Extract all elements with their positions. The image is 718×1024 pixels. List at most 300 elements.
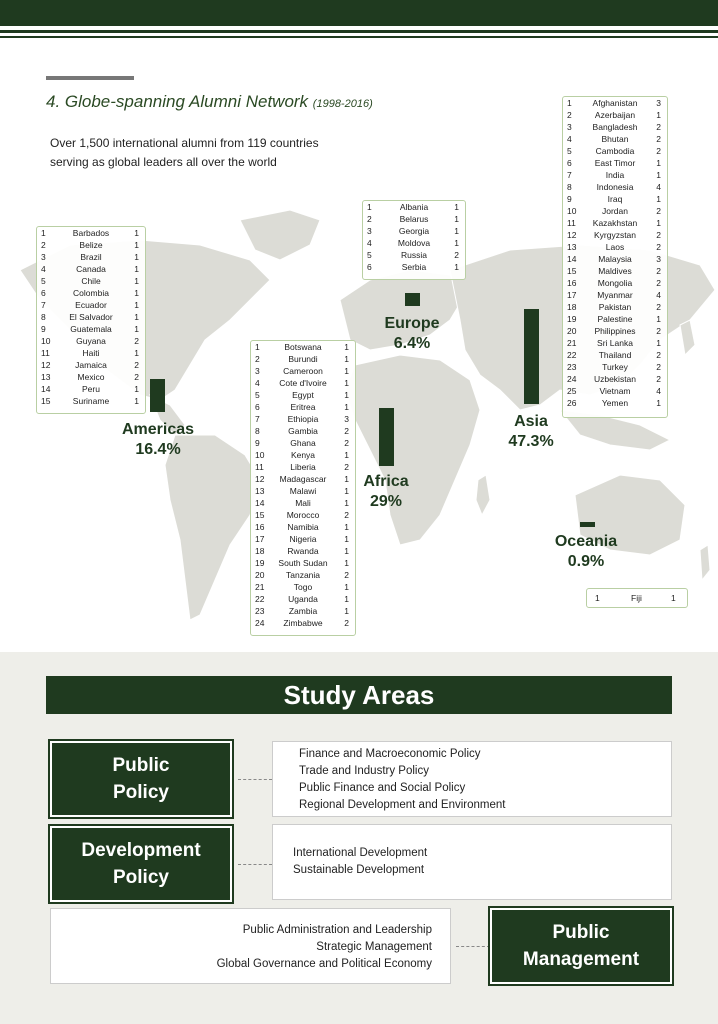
- development-policy-topics: [272, 824, 672, 900]
- row-number: 5: [255, 390, 260, 400]
- africa-country-row: [251, 605, 355, 617]
- row-number: 10: [41, 336, 51, 346]
- row-number: 11: [41, 348, 50, 358]
- africa-country-row: [251, 581, 355, 593]
- country-name: Ghana: [290, 438, 316, 448]
- americas-share-bar: [150, 379, 165, 412]
- south-america-shape: [165, 435, 260, 620]
- africa-country-row: [251, 569, 355, 581]
- country-count: 1: [344, 486, 349, 496]
- row-number: 4: [567, 134, 572, 144]
- country-count: 1: [344, 534, 349, 544]
- country-name: Zimbabwe: [283, 618, 323, 628]
- row-number: 5: [567, 146, 572, 156]
- americas-country-row: [37, 275, 145, 287]
- americas-country-row: [37, 239, 145, 251]
- country-name: Namibia: [287, 522, 319, 532]
- row-number: 4: [367, 238, 372, 248]
- topic-item: Sustainable Development: [293, 864, 425, 876]
- country-name: Cote d'Ivoire: [279, 378, 327, 388]
- row-number: 15: [255, 510, 265, 520]
- africa-country-row: [251, 401, 355, 413]
- row-number: 8: [255, 426, 260, 436]
- country-name: Georgia: [398, 226, 430, 236]
- africa-name: Africa: [363, 473, 409, 490]
- africa-country-row: [251, 341, 355, 353]
- country-name: Haiti: [82, 348, 100, 358]
- row-number: 13: [41, 372, 51, 382]
- asia-country-row: [563, 361, 667, 373]
- country-count: 2: [656, 206, 661, 216]
- topic-item: Global Governance and Political Economy: [216, 958, 432, 970]
- country-count: 1: [344, 474, 349, 484]
- section-period: (1998-2016): [312, 98, 373, 110]
- row-number: 3: [367, 226, 372, 236]
- country-name: Bangladesh: [592, 122, 638, 132]
- country-name: Moldova: [397, 238, 431, 248]
- row-number: 1: [567, 98, 572, 108]
- country-count: 2: [656, 302, 661, 312]
- africa-country-row: [251, 593, 355, 605]
- country-name: Azerbaijan: [594, 110, 636, 120]
- country-count: 1: [656, 338, 661, 348]
- row-number: 1: [255, 342, 260, 352]
- asia-country-row: [563, 337, 667, 349]
- country-name: Indonesia: [596, 182, 634, 192]
- country-name: Jamaica: [75, 360, 107, 370]
- row-number: 6: [367, 262, 372, 272]
- country-name: Eritrea: [290, 402, 316, 412]
- country-name: Belarus: [399, 214, 429, 224]
- row-number: 6: [567, 158, 572, 168]
- country-name: Mongolia: [597, 278, 633, 288]
- asia-country-row: [563, 241, 667, 253]
- country-count: 1: [344, 522, 349, 532]
- asia-percent: 47.3%: [508, 433, 554, 450]
- americas-country-row: [37, 347, 145, 359]
- asia-country-row: [563, 121, 667, 133]
- country-count: 1: [134, 228, 139, 238]
- row-number: 5: [41, 276, 46, 286]
- asia-country-row: [563, 169, 667, 181]
- row-number: 14: [255, 498, 265, 508]
- row-number: 4: [255, 378, 260, 388]
- topic-item: Strategic Management: [316, 941, 432, 953]
- country-count: 1: [656, 398, 661, 408]
- country-name: Tanzania: [285, 570, 321, 580]
- row-number: 24: [567, 374, 577, 384]
- development-policy-line2: Policy: [113, 867, 169, 888]
- row-number: 12: [41, 360, 51, 370]
- row-number: 12: [567, 230, 577, 240]
- country-count: 1: [454, 202, 459, 212]
- europe-country-row: [363, 225, 465, 237]
- country-count: 4: [656, 182, 661, 192]
- topic-item: Public Finance and Social Policy: [299, 782, 466, 794]
- public-policy-topics: [272, 741, 672, 817]
- country-name: Uganda: [288, 594, 318, 604]
- public-management-line1: Public: [552, 922, 610, 943]
- africa-country-row: [251, 377, 355, 389]
- asia-country-row: [563, 277, 667, 289]
- row-number: 3: [255, 366, 260, 376]
- americas-country-row: [37, 287, 145, 299]
- country-count: 2: [656, 242, 661, 252]
- country-count: 2: [344, 438, 349, 448]
- country-count: 1: [344, 354, 349, 364]
- asia-country-row: [563, 373, 667, 385]
- oceania-share-bar: [580, 522, 595, 527]
- country-count: 1: [454, 238, 459, 248]
- africa-country-row: [251, 365, 355, 377]
- row-number: 16: [567, 278, 577, 288]
- row-number: 9: [255, 438, 260, 448]
- country-name: Zambia: [288, 606, 318, 616]
- row-number: 10: [567, 206, 577, 216]
- country-count: 2: [656, 278, 661, 288]
- africa-percent: 29%: [369, 493, 403, 510]
- africa-country-row: [251, 449, 355, 461]
- country-count: 1: [134, 240, 139, 250]
- asia-country-row: [563, 229, 667, 241]
- country-name: Gambia: [288, 426, 318, 436]
- asia-country-row: [563, 205, 667, 217]
- asia-country-row: [563, 253, 667, 265]
- country-count: 1: [344, 606, 349, 616]
- country-name: Liberia: [290, 462, 316, 472]
- country-count: 2: [656, 362, 661, 372]
- header-rule: [0, 30, 718, 33]
- africa-country-row: [251, 557, 355, 569]
- country-count: 1: [344, 342, 349, 352]
- country-name: Palestine: [597, 314, 633, 324]
- africa-share-bar: [379, 408, 394, 466]
- americas-country-row: [37, 311, 145, 323]
- country-name: Mali: [295, 498, 311, 508]
- header-rule-thin: [0, 36, 718, 38]
- row-number: 3: [41, 252, 46, 262]
- country-count: 2: [656, 146, 661, 156]
- country-name: Turkey: [602, 362, 628, 372]
- public-policy-line2: Policy: [113, 782, 169, 803]
- topic-item: Regional Development and Environment: [299, 799, 506, 811]
- row-number: 20: [567, 326, 577, 336]
- country-name: Rwanda: [287, 546, 319, 556]
- asia-country-row: [563, 193, 667, 205]
- row-number: 9: [567, 194, 572, 204]
- asia-name: Asia: [514, 413, 548, 430]
- country-name: Bhutan: [601, 134, 629, 144]
- asia-share-bar: [524, 309, 539, 404]
- row-number: 13: [255, 486, 265, 496]
- country-name: Belize: [79, 240, 103, 250]
- americas-name: Americas: [121, 421, 195, 438]
- country-count: 2: [656, 326, 661, 336]
- topic-item: Public Administration and Leadership: [242, 924, 432, 936]
- topic-item: Finance and Macroeconomic Policy: [299, 748, 481, 760]
- country-name: India: [605, 170, 625, 180]
- asia-country-row: [563, 97, 667, 109]
- americas-country-row: [37, 227, 145, 239]
- row-number: 2: [255, 354, 260, 364]
- europe-country-row: [363, 261, 465, 273]
- country-name: Mexico: [77, 372, 105, 382]
- asia-country-row: [563, 265, 667, 277]
- country-name: El Salvador: [69, 312, 113, 322]
- row-number: 15: [41, 396, 51, 406]
- row-number: 14: [41, 384, 51, 394]
- africa-country-row: [251, 533, 355, 545]
- europe-label: [362, 314, 462, 354]
- country-count: 1: [454, 262, 459, 272]
- top-header-bar: [0, 0, 718, 26]
- row-number: 18: [567, 302, 577, 312]
- europe-percent: 6.4%: [393, 335, 431, 352]
- oceania-row-number: 1: [595, 593, 600, 603]
- madagascar-shape: [476, 475, 490, 515]
- country-name: Pakistan: [598, 302, 632, 312]
- country-name: Brazil: [80, 252, 102, 262]
- country-count: 2: [344, 618, 349, 628]
- americas-country-row: [37, 359, 145, 371]
- country-name: Jordan: [602, 206, 628, 216]
- americas-country-row: [37, 371, 145, 383]
- americas-country-row: [37, 323, 145, 335]
- country-count: 1: [134, 276, 139, 286]
- americas-percent: 16.4%: [135, 441, 181, 458]
- country-name: Ecuador: [75, 300, 107, 310]
- americas-country-row: [37, 299, 145, 311]
- japan-shape: [680, 320, 695, 355]
- subtitle-line-2: serving as global leaders all over the world: [50, 155, 277, 169]
- oceania-country-list: [586, 588, 688, 608]
- row-number: 23: [567, 362, 577, 372]
- subtitle-line-1: Over 1,500 international alumni from 119 countries: [50, 136, 319, 150]
- country-count: 1: [454, 226, 459, 236]
- country-name: Togo: [293, 582, 313, 592]
- africa-country-row: [251, 437, 355, 449]
- africa-country-row: [251, 389, 355, 401]
- country-count: 1: [344, 594, 349, 604]
- country-count: 3: [344, 414, 349, 424]
- greenland-shape: [240, 210, 320, 260]
- country-name: Serbia: [401, 262, 427, 272]
- row-number: 17: [255, 534, 265, 544]
- section-title: [46, 92, 373, 112]
- country-name: Chile: [81, 276, 101, 286]
- country-name: Iraq: [607, 194, 623, 204]
- row-number: 10: [255, 450, 265, 460]
- country-count: 2: [344, 426, 349, 436]
- country-count: 1: [134, 312, 139, 322]
- row-number: 7: [255, 414, 260, 424]
- country-count: 3: [656, 98, 661, 108]
- country-count: 1: [344, 378, 349, 388]
- topic-item: Trade and Industry Policy: [299, 765, 429, 777]
- asia-country-row: [563, 181, 667, 193]
- country-name: Nigeria: [289, 534, 317, 544]
- row-number: 24: [255, 618, 265, 628]
- country-name: East Timor: [594, 158, 636, 168]
- country-count: 1: [134, 300, 139, 310]
- africa-country-row: [251, 545, 355, 557]
- country-count: 2: [344, 462, 349, 472]
- country-count: 4: [656, 386, 661, 396]
- country-count: 1: [134, 288, 139, 298]
- row-number: 8: [567, 182, 572, 192]
- country-count: 2: [134, 360, 139, 370]
- country-name: Peru: [82, 384, 100, 394]
- asia-country-row: [563, 325, 667, 337]
- country-name: Laos: [605, 242, 625, 252]
- asia-country-row: [563, 349, 667, 361]
- asia-country-row: [563, 289, 667, 301]
- country-name: Malawi: [289, 486, 317, 496]
- country-name: Albania: [399, 202, 429, 212]
- country-count: 1: [134, 324, 139, 334]
- row-number: 5: [367, 250, 372, 260]
- country-name: Guyana: [76, 336, 106, 346]
- americas-label: [108, 420, 208, 460]
- public-policy-box: [50, 741, 232, 817]
- country-count: 1: [344, 390, 349, 400]
- row-number: 7: [41, 300, 46, 310]
- country-count: 2: [656, 374, 661, 384]
- row-number: 22: [255, 594, 265, 604]
- asia-label: [481, 412, 581, 452]
- americas-country-row: [37, 251, 145, 263]
- country-count: 2: [134, 336, 139, 346]
- country-count: 1: [656, 218, 661, 228]
- country-name: Barbados: [72, 228, 110, 238]
- asia-country-row: [563, 217, 667, 229]
- country-count: 1: [134, 396, 139, 406]
- africa-country-row: [251, 353, 355, 365]
- public-management-topics: [50, 908, 451, 984]
- country-count: 2: [344, 510, 349, 520]
- row-number: 14: [567, 254, 577, 264]
- europe-country-list: [362, 200, 466, 280]
- country-name: Thailand: [598, 350, 632, 360]
- europe-share-bar: [405, 293, 420, 306]
- row-number: 16: [255, 522, 265, 532]
- row-number: 13: [567, 242, 577, 252]
- row-number: 2: [367, 214, 372, 224]
- row-number: 11: [567, 218, 576, 228]
- asia-country-row: [563, 145, 667, 157]
- row-number: 21: [567, 338, 577, 348]
- country-count: 1: [454, 214, 459, 224]
- asia-country-row: [563, 385, 667, 397]
- country-name: Egypt: [292, 390, 314, 400]
- country-name: Kenya: [290, 450, 316, 460]
- row-number: 26: [567, 398, 577, 408]
- africa-country-row: [251, 425, 355, 437]
- country-name: Madagascar: [279, 474, 327, 484]
- country-count: 1: [656, 170, 661, 180]
- row-number: 22: [567, 350, 577, 360]
- country-count: 2: [344, 570, 349, 580]
- new-zealand-shape: [700, 545, 710, 580]
- row-number: 9: [41, 324, 46, 334]
- row-number: 12: [255, 474, 265, 484]
- country-name: Ethiopia: [287, 414, 319, 424]
- asia-country-row: [563, 301, 667, 313]
- asia-country-row: [563, 397, 667, 409]
- row-number: 1: [41, 228, 46, 238]
- row-number: 17: [567, 290, 577, 300]
- country-name: Colombia: [73, 288, 109, 298]
- country-name: Vietnam: [599, 386, 631, 396]
- country-count: 1: [656, 314, 661, 324]
- country-name: South Sudan: [278, 558, 328, 568]
- title-accent-rule: [46, 76, 134, 80]
- public-policy-line1: Public: [112, 755, 170, 776]
- africa-label: [336, 472, 436, 512]
- europe-country-row: [363, 213, 465, 225]
- row-number: 25: [567, 386, 577, 396]
- country-count: 1: [656, 194, 661, 204]
- asia-country-row: [563, 109, 667, 121]
- country-count: 1: [344, 582, 349, 592]
- europe-name: Europe: [384, 315, 440, 332]
- public-management-line2: Management: [522, 949, 640, 970]
- row-number: 11: [255, 462, 264, 472]
- americas-country-row: [37, 395, 145, 407]
- country-name: Cameroon: [283, 366, 323, 376]
- africa-shape: [345, 355, 480, 545]
- row-number: 2: [41, 240, 46, 250]
- country-name: Suriname: [72, 396, 110, 406]
- topic-item: International Development: [293, 847, 428, 859]
- country-count: 1: [134, 384, 139, 394]
- country-count: 1: [344, 450, 349, 460]
- row-number: 4: [41, 264, 46, 274]
- oceania-country-count: 1: [671, 593, 676, 603]
- country-name: Guatemala: [70, 324, 112, 334]
- country-name: Sri Lanka: [597, 338, 633, 348]
- country-count: 1: [656, 158, 661, 168]
- country-count: 1: [656, 110, 661, 120]
- development-policy-connector: [238, 864, 272, 865]
- country-count: 1: [344, 546, 349, 556]
- country-count: 1: [134, 264, 139, 274]
- oceania-label: [536, 532, 636, 572]
- country-name: Burundi: [288, 354, 318, 364]
- country-count: 1: [344, 498, 349, 508]
- country-name: Kazakhstan: [592, 218, 638, 228]
- development-policy-line1: Development: [81, 840, 201, 861]
- country-name: Uzbekistan: [593, 374, 637, 384]
- country-name: Afghanistan: [592, 98, 638, 108]
- country-count: 2: [656, 350, 661, 360]
- europe-country-row: [363, 201, 465, 213]
- americas-country-row: [37, 335, 145, 347]
- row-number: 6: [255, 402, 260, 412]
- asia-country-row: [563, 133, 667, 145]
- africa-country-row: [251, 617, 355, 629]
- country-name: Yemen: [601, 398, 629, 408]
- development-policy-box: [50, 826, 232, 902]
- country-name: Philippines: [594, 326, 636, 336]
- country-count: 2: [454, 250, 459, 260]
- public-policy-connector: [238, 779, 272, 780]
- oceania-country-name: Fiji: [631, 593, 642, 603]
- row-number: 8: [41, 312, 46, 322]
- country-count: 2: [656, 266, 661, 276]
- americas-country-row: [37, 383, 145, 395]
- country-count: 3: [656, 254, 661, 264]
